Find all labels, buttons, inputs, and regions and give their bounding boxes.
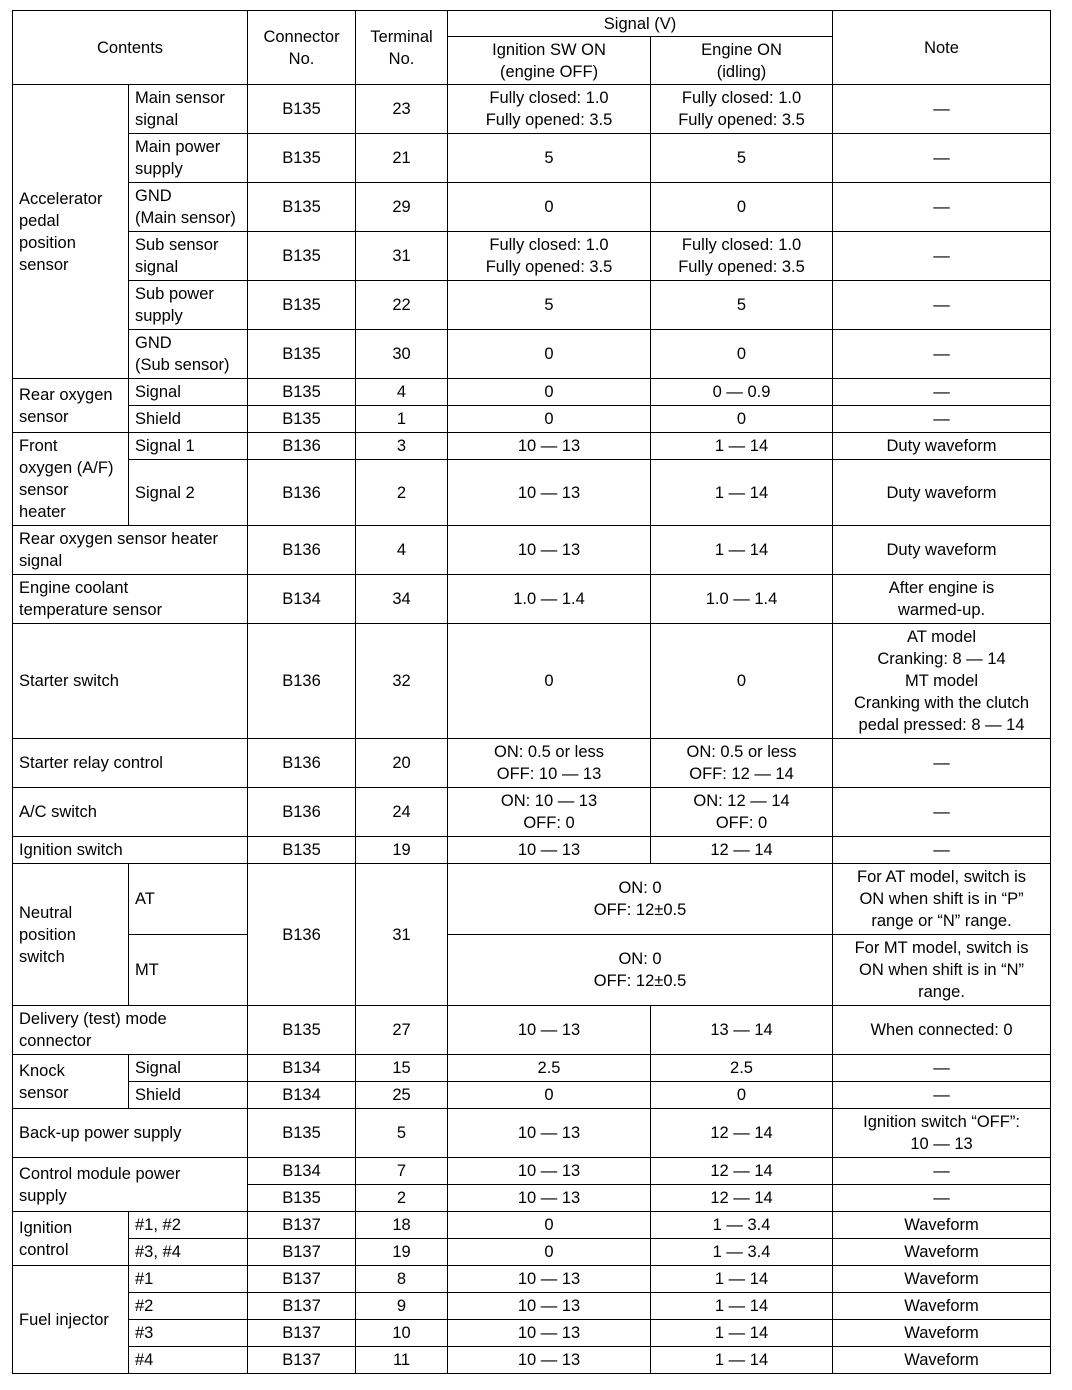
terminal-cell: 25 <box>356 1082 448 1109</box>
item-label: Main sensor signal <box>129 85 248 134</box>
ign-on-cell: 10 — 13 <box>448 526 651 575</box>
note-cell: — <box>833 379 1051 406</box>
note-cell: AT model Cranking: 8 — 14 MT model Cranking with the clutch pedal pressed: 8 — 14 <box>833 624 1051 739</box>
engine-on-cell: 1 — 14 <box>651 1266 833 1293</box>
terminal-cell: 24 <box>356 788 448 837</box>
table-row <box>13 183 1051 232</box>
connector-cell: B137 <box>248 1347 356 1374</box>
ign-on-cell: 1.0 — 1.4 <box>448 575 651 624</box>
note-cell: — <box>833 1158 1051 1185</box>
connector-cell: B136 <box>248 624 356 739</box>
engine-on-cell: 0 <box>651 1082 833 1109</box>
terminal-cell: 29 <box>356 183 448 232</box>
terminal-cell: 11 <box>356 1347 448 1374</box>
ign-on-cell: 0 <box>448 379 651 406</box>
table-row <box>13 281 1051 330</box>
engine-on-cell: ON: 12 — 14 OFF: 0 <box>651 788 833 837</box>
terminal-cell: 10 <box>356 1320 448 1347</box>
header-note: Note <box>833 11 1051 85</box>
ign-on-cell: Fully closed: 1.0 Fully opened: 3.5 <box>448 232 651 281</box>
item-label: Main power supply <box>129 134 248 183</box>
table-row <box>13 1266 1051 1293</box>
terminal-cell: 21 <box>356 134 448 183</box>
terminal-cell: 32 <box>356 624 448 739</box>
table-row <box>13 1109 1051 1158</box>
ign-on-cell: ON: 10 — 13 OFF: 0 <box>448 788 651 837</box>
note-cell: — <box>833 281 1051 330</box>
engine-on-cell: 1.0 — 1.4 <box>651 575 833 624</box>
item-label: Signal <box>129 379 248 406</box>
connector-cell: B135 <box>248 134 356 183</box>
note-cell: — <box>833 406 1051 433</box>
note-cell: — <box>833 788 1051 837</box>
note-cell: — <box>833 1185 1051 1212</box>
note-cell: Duty waveform <box>833 433 1051 460</box>
connector-cell: B137 <box>248 1293 356 1320</box>
note-cell: — <box>833 232 1051 281</box>
table-row <box>13 624 1051 739</box>
ign-on-cell: 5 <box>448 281 651 330</box>
item-label: Shield <box>129 406 248 433</box>
item-label: Starter switch <box>13 624 248 739</box>
table-row <box>13 864 1051 935</box>
terminal-cell: 34 <box>356 575 448 624</box>
table-row <box>13 935 1051 1006</box>
terminal-cell: 8 <box>356 1266 448 1293</box>
note-cell: — <box>833 330 1051 379</box>
note-cell: For AT model, switch is ON when shift is in “P” range or “N” range. <box>833 864 1051 935</box>
table-row <box>13 1212 1051 1239</box>
note-cell: Waveform <box>833 1320 1051 1347</box>
item-label: Signal 2 <box>129 460 248 526</box>
connector-cell: B136 <box>248 433 356 460</box>
note-cell: Duty waveform <box>833 526 1051 575</box>
item-label: Signal 1 <box>129 433 248 460</box>
ign-on-cell: 0 <box>448 1212 651 1239</box>
ign-on-cell: 0 <box>448 330 651 379</box>
connector-cell: B136 <box>248 460 356 526</box>
item-label: Sub power supply <box>129 281 248 330</box>
table-row <box>13 1055 1051 1082</box>
terminal-cell: 31 <box>356 864 448 1006</box>
item-label: Delivery (test) mode connector <box>13 1006 248 1055</box>
note-cell: Waveform <box>833 1293 1051 1320</box>
engine-on-cell: 1 — 3.4 <box>651 1239 833 1266</box>
ign-on-cell: 10 — 13 <box>448 1185 651 1212</box>
connector-cell: B134 <box>248 575 356 624</box>
group-front-oxygen-sensor-heater: Front oxygen (A/F) sensor heater <box>13 433 129 526</box>
connector-cell: B137 <box>248 1320 356 1347</box>
header-connector: Connector No. <box>248 11 356 85</box>
ign-on-cell: 10 — 13 <box>448 1293 651 1320</box>
terminal-cell: 2 <box>356 1185 448 1212</box>
note-cell: — <box>833 183 1051 232</box>
connector-cell: B137 <box>248 1266 356 1293</box>
terminal-cell: 5 <box>356 1109 448 1158</box>
item-label: GND (Main sensor) <box>129 183 248 232</box>
terminal-cell: 19 <box>356 1239 448 1266</box>
terminal-cell: 22 <box>356 281 448 330</box>
ign-on-cell: 0 <box>448 624 651 739</box>
group-accelerator-pedal: Accelerator pedal position sensor <box>13 85 129 379</box>
connector-cell: B134 <box>248 1082 356 1109</box>
table-row <box>13 1293 1051 1320</box>
item-label: Engine coolant temperature sensor <box>13 575 248 624</box>
connector-cell: B136 <box>248 864 356 1006</box>
terminal-cell: 2 <box>356 460 448 526</box>
note-cell: — <box>833 85 1051 134</box>
note-cell: Waveform <box>833 1347 1051 1374</box>
item-label: Starter relay control <box>13 739 248 788</box>
signal-spec-table <box>12 10 1051 1374</box>
connector-cell: B136 <box>248 526 356 575</box>
item-label: #2 <box>129 1293 248 1320</box>
item-label: MT <box>129 935 248 1006</box>
engine-on-cell: 0 <box>651 406 833 433</box>
table-row <box>13 330 1051 379</box>
ign-on-cell: 2.5 <box>448 1055 651 1082</box>
terminal-cell: 4 <box>356 526 448 575</box>
ign-on-cell: 10 — 13 <box>448 1266 651 1293</box>
connector-cell: B135 <box>248 379 356 406</box>
engine-on-cell: 2.5 <box>651 1055 833 1082</box>
engine-on-cell: 1 — 14 <box>651 1320 833 1347</box>
terminal-cell: 27 <box>356 1006 448 1055</box>
ign-on-cell: 10 — 13 <box>448 1320 651 1347</box>
connector-cell: B135 <box>248 183 356 232</box>
group-rear-oxygen-sensor: Rear oxygen sensor <box>13 379 129 433</box>
connector-cell: B135 <box>248 837 356 864</box>
engine-on-cell: 1 — 14 <box>651 460 833 526</box>
terminal-cell: 9 <box>356 1293 448 1320</box>
header-signal: Signal (V) <box>448 11 833 37</box>
table-row <box>13 1239 1051 1266</box>
table-row <box>13 379 1051 406</box>
note-cell: Waveform <box>833 1239 1051 1266</box>
table-row <box>13 232 1051 281</box>
connector-cell: B134 <box>248 1158 356 1185</box>
engine-on-cell: 1 — 14 <box>651 433 833 460</box>
item-label: Rear oxygen sensor heater signal <box>13 526 248 575</box>
engine-on-cell: 5 <box>651 134 833 183</box>
ign-on-cell: 0 <box>448 406 651 433</box>
connector-cell: B135 <box>248 1185 356 1212</box>
engine-on-cell: 12 — 14 <box>651 837 833 864</box>
table-row <box>13 460 1051 526</box>
connector-cell: B135 <box>248 330 356 379</box>
engine-on-cell: 0 <box>651 330 833 379</box>
engine-on-cell: Fully closed: 1.0 Fully opened: 3.5 <box>651 232 833 281</box>
ign-on-cell: 10 — 13 <box>448 433 651 460</box>
note-cell: — <box>833 134 1051 183</box>
table-row <box>13 1158 1051 1185</box>
engine-on-cell: 0 — 0.9 <box>651 379 833 406</box>
item-label: Back-up power supply <box>13 1109 248 1158</box>
connector-cell: B134 <box>248 1055 356 1082</box>
connector-cell: B136 <box>248 788 356 837</box>
item-label: #1, #2 <box>129 1212 248 1239</box>
ign-on-cell: 0 <box>448 1239 651 1266</box>
note-cell: Waveform <box>833 1266 1051 1293</box>
engine-on-cell: 12 — 14 <box>651 1185 833 1212</box>
note-cell: After engine is warmed-up. <box>833 575 1051 624</box>
group-control-module-power-supply: Control module power supply <box>13 1158 248 1212</box>
item-label: #1 <box>129 1266 248 1293</box>
ign-on-cell: 10 — 13 <box>448 460 651 526</box>
ign-on-cell: Fully closed: 1.0 Fully opened: 3.5 <box>448 85 651 134</box>
note-cell: When connected: 0 <box>833 1006 1051 1055</box>
header-engine-on: Engine ON (idling) <box>651 37 833 85</box>
ign-on-cell: 10 — 13 <box>448 1006 651 1055</box>
engine-on-cell: 0 <box>651 624 833 739</box>
item-label: #3 <box>129 1320 248 1347</box>
note-cell: Duty waveform <box>833 460 1051 526</box>
table-row <box>13 134 1051 183</box>
table-row <box>13 788 1051 837</box>
item-label: AT <box>129 864 248 935</box>
item-label: Shield <box>129 1082 248 1109</box>
engine-on-cell: 1 — 3.4 <box>651 1212 833 1239</box>
ign-on-cell: ON: 0.5 or less OFF: 10 — 13 <box>448 739 651 788</box>
table-row <box>13 1320 1051 1347</box>
group-neutral-position-switch: Neutral position switch <box>13 864 129 1006</box>
connector-cell: B135 <box>248 406 356 433</box>
group-fuel-injector: Fuel injector <box>13 1266 129 1374</box>
table-row <box>13 85 1051 134</box>
item-label: Signal <box>129 1055 248 1082</box>
terminal-cell: 15 <box>356 1055 448 1082</box>
header-contents: Contents <box>13 11 248 85</box>
connector-cell: B137 <box>248 1212 356 1239</box>
note-cell: For MT model, switch is ON when shift is in “N” range. <box>833 935 1051 1006</box>
ign-on-cell: 10 — 13 <box>448 1347 651 1374</box>
note-cell: — <box>833 739 1051 788</box>
ign-on-cell: 0 <box>448 1082 651 1109</box>
table-row <box>13 1082 1051 1109</box>
engine-on-cell: 1 — 14 <box>651 526 833 575</box>
table-row <box>13 406 1051 433</box>
header-terminal: Terminal No. <box>356 11 448 85</box>
terminal-cell: 23 <box>356 85 448 134</box>
connector-cell: B136 <box>248 739 356 788</box>
table-row <box>13 1347 1051 1374</box>
ign-on-cell: 5 <box>448 134 651 183</box>
terminal-cell: 31 <box>356 232 448 281</box>
engine-on-cell: 12 — 14 <box>651 1158 833 1185</box>
item-label: A/C switch <box>13 788 248 837</box>
item-label: Ignition switch <box>13 837 248 864</box>
ign-on-cell: 10 — 13 <box>448 837 651 864</box>
engine-on-cell: 0 <box>651 183 833 232</box>
table-row <box>13 526 1051 575</box>
engine-on-cell: 1 — 14 <box>651 1293 833 1320</box>
note-cell: — <box>833 1082 1051 1109</box>
item-label: #4 <box>129 1347 248 1374</box>
signal-cell: ON: 0 OFF: 12±0.5 <box>448 935 833 1006</box>
ign-on-cell: 10 — 13 <box>448 1109 651 1158</box>
group-knock-sensor: Knock sensor <box>13 1055 129 1109</box>
connector-cell: B137 <box>248 1239 356 1266</box>
table-row <box>13 575 1051 624</box>
ign-on-cell: 10 — 13 <box>448 1158 651 1185</box>
note-cell: Waveform <box>833 1212 1051 1239</box>
terminal-cell: 19 <box>356 837 448 864</box>
note-cell: Ignition switch “OFF”: 10 — 13 <box>833 1109 1051 1158</box>
note-cell: — <box>833 1055 1051 1082</box>
terminal-cell: 4 <box>356 379 448 406</box>
ign-on-cell: 0 <box>448 183 651 232</box>
table-row <box>13 837 1051 864</box>
terminal-cell: 3 <box>356 433 448 460</box>
table-row <box>13 433 1051 460</box>
note-cell: — <box>833 837 1051 864</box>
engine-on-cell: 12 — 14 <box>651 1109 833 1158</box>
table-row <box>13 739 1051 788</box>
item-label: GND (Sub sensor) <box>129 330 248 379</box>
item-label: Sub sensor signal <box>129 232 248 281</box>
signal-cell: ON: 0 OFF: 12±0.5 <box>448 864 833 935</box>
connector-cell: B135 <box>248 1006 356 1055</box>
connector-cell: B135 <box>248 85 356 134</box>
engine-on-cell: Fully closed: 1.0 Fully opened: 3.5 <box>651 85 833 134</box>
terminal-cell: 20 <box>356 739 448 788</box>
engine-on-cell: 5 <box>651 281 833 330</box>
engine-on-cell: ON: 0.5 or less OFF: 12 — 14 <box>651 739 833 788</box>
terminal-cell: 18 <box>356 1212 448 1239</box>
table-row <box>13 1006 1051 1055</box>
engine-on-cell: 13 — 14 <box>651 1006 833 1055</box>
connector-cell: B135 <box>248 281 356 330</box>
terminal-cell: 30 <box>356 330 448 379</box>
header-ign-on: Ignition SW ON (engine OFF) <box>448 37 651 85</box>
terminal-cell: 7 <box>356 1158 448 1185</box>
connector-cell: B135 <box>248 232 356 281</box>
connector-cell: B135 <box>248 1109 356 1158</box>
group-ignition-control: Ignition control <box>13 1212 129 1266</box>
item-label: #3, #4 <box>129 1239 248 1266</box>
terminal-cell: 1 <box>356 406 448 433</box>
engine-on-cell: 1 — 14 <box>651 1347 833 1374</box>
